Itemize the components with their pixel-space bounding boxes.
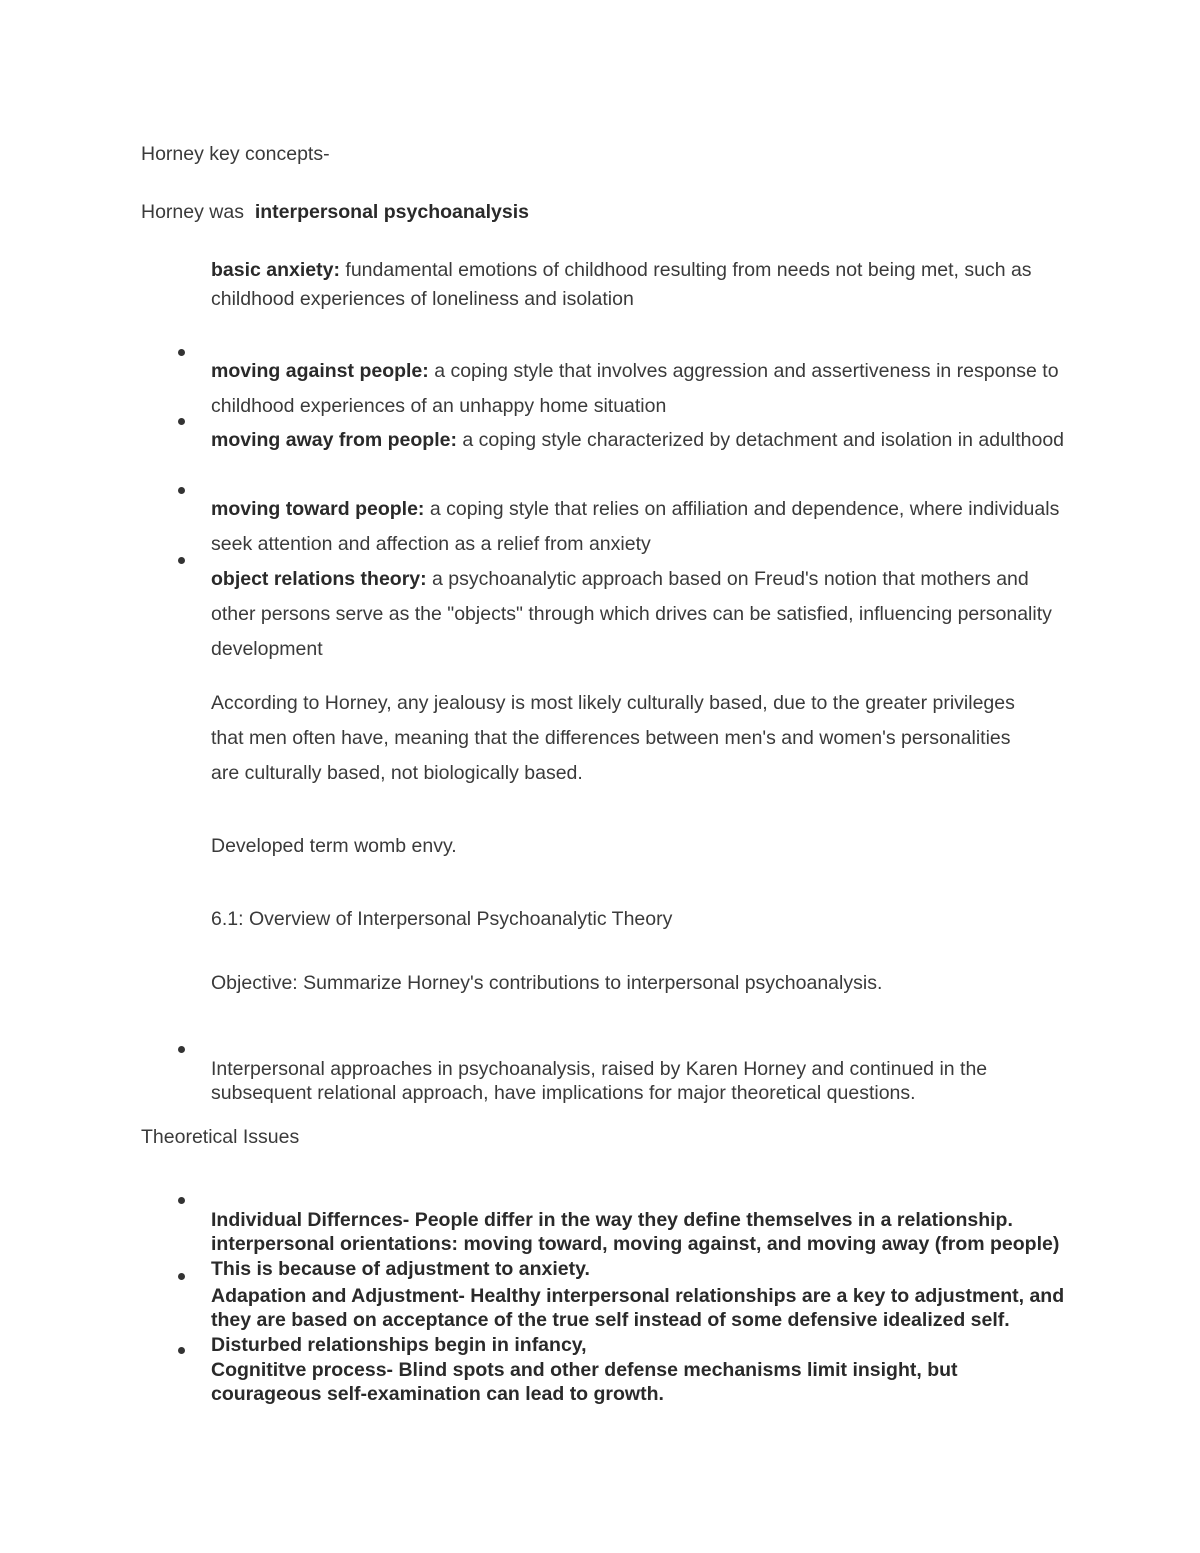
- jealousy-paragraph: According to Horney, any jealousy is most likely culturally based, due to the greater privileges that men often have, meaning that the differences between men's and women's personalities are culturally based, not biologically based.: [211, 692, 1015, 784]
- bullet-icon: [178, 487, 185, 494]
- intro-term: interpersonal psychoanalysis: [254, 201, 530, 223]
- concept-item: [211, 423, 1071, 458]
- issue-item: Adapation and Adjustment- Healthy interpersonal relationships are a key to adjustment, and they are based on acceptance of the true self instead of some defensive idealized self. Disturbed relationships begin in infancy,: [211, 1284, 1065, 1356]
- bullet-icon: [178, 557, 185, 564]
- concept-text: a psychoanalytic approach based on Freud's notion that mothers and other persons serve as the "objects" through which drives can be satisfied, influencing personality development: [211, 567, 1052, 660]
- concept-text: a coping style that involves aggression and assertiveness in response to childhood experiences of an unhappy home situation: [211, 359, 1059, 417]
- issue-item: Individual Differnces- People differ in the way they define themselves in a relationship. interpersonal orientations: moving toward, moving against, and moving away (from people) This is because of adjustment to anxiety.: [211, 1208, 1060, 1280]
- womb-envy-line: Developed term womb envy.: [211, 835, 457, 857]
- concept-text: a coping style characterized by detachment and isolation in adulthood: [456, 428, 1065, 451]
- bullet-icon: [178, 1197, 185, 1204]
- objective-line: Objective: Summarize Horney's contributions to interpersonal psychoanalysis.: [211, 972, 883, 994]
- concept-text: a coping style that relies on affiliation and dependence, where individuals seek attention and affection as a relief from anxiety: [211, 497, 1060, 555]
- concept-item: [211, 354, 1071, 424]
- concept-term: object relations theory:: [211, 567, 427, 590]
- concept-item: [211, 492, 1071, 562]
- concept-term: moving toward people:: [211, 497, 425, 520]
- basic-anxiety-paragraph: [211, 256, 1071, 314]
- intro-prefix: Horney was: [141, 201, 244, 223]
- theoretical-issues-heading: Theoretical Issues: [141, 1126, 300, 1148]
- basic-anxiety-text: fundamental emotions of childhood resulting from needs not being met, such as childhood experiences of loneliness and isolation: [211, 259, 1032, 310]
- intro-line: [141, 201, 529, 224]
- bullet-icon: [178, 1273, 185, 1280]
- bullet-icon: [178, 1347, 185, 1354]
- basic-anxiety-term: basic anxiety:: [211, 259, 340, 281]
- concept-item: [211, 562, 1071, 667]
- bullet-icon: [178, 349, 185, 356]
- bullet-icon: [178, 1046, 185, 1053]
- section-title: 6.1: Overview of Interpersonal Psychoanalytic Theory: [211, 908, 673, 930]
- issue-item: Cognititve process- Blind spots and other defense mechanisms limit insight, but courageous self-examination can lead to growth.: [211, 1358, 958, 1406]
- document-heading: Horney key concepts-: [141, 143, 330, 165]
- concept-term: moving away from people:: [211, 428, 457, 451]
- overview-bullet: Interpersonal approaches in psychoanalysis, raised by Karen Horney and continued in the subsequent relational approach, have implications for major theoretical questions.: [211, 1057, 988, 1104]
- bullet-icon: [178, 418, 185, 425]
- concept-term: moving against people:: [211, 359, 429, 382]
